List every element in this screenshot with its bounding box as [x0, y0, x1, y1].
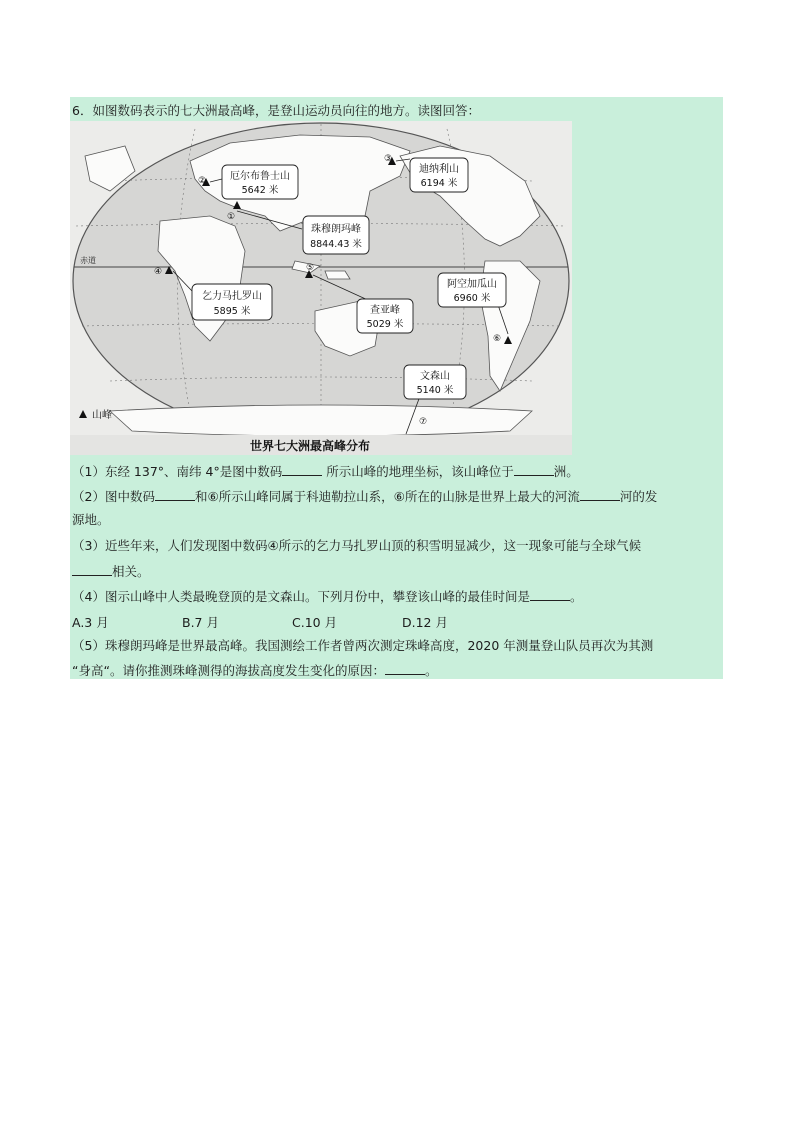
- svg-text:乞力马扎罗山: 乞力马扎罗山: [202, 291, 262, 302]
- svg-text:珠穆朗玛峰: 珠穆朗玛峰: [311, 224, 361, 235]
- peak-label-3: [410, 158, 468, 192]
- question-intro: 6．如图数码表示的七大洲最高峰，是登山运动员向往的地方。读图回答：: [72, 103, 480, 118]
- blank-q2-number: [155, 488, 195, 501]
- option-a: A.3 月: [72, 615, 109, 630]
- svg-text:文森山: 文森山: [420, 371, 450, 382]
- svg-text:5642 米: 5642 米: [241, 185, 279, 196]
- svg-text:查亚峰: 查亚峰: [370, 305, 400, 316]
- peak-num-2: ②: [198, 176, 207, 186]
- svg-text:5029 米: 5029 米: [366, 319, 404, 330]
- svg-text:厄尔布鲁士山: 厄尔布鲁士山: [230, 171, 290, 182]
- option-c: C.10 月: [292, 615, 338, 630]
- blank-q4-month: [530, 588, 570, 601]
- peak-num-3: ③: [384, 154, 393, 164]
- question-4: （4）图示山峰中人类最晚登顶的是文森山。下列月份中，攀登该山峰的最佳时间是 。: [72, 589, 583, 604]
- blank-q1-continent: [514, 463, 554, 476]
- world-map-figure: [70, 121, 572, 455]
- svg-text:5895 米: 5895 米: [213, 306, 251, 317]
- question-2-cont: 源地。: [72, 512, 110, 527]
- map-title: 世界七大洲最高峰分布: [249, 439, 371, 453]
- equator-label: 赤道: [80, 256, 96, 265]
- peak-num-6: ⑥: [493, 334, 502, 344]
- world-map-svg: [70, 121, 572, 455]
- peak-num-5: ⑤: [306, 263, 315, 273]
- svg-text:迪纳利山: 迪纳利山: [419, 164, 459, 175]
- question-box: [70, 97, 723, 679]
- option-d: D.12 月: [402, 615, 448, 630]
- question-3-cont: 相关。: [72, 563, 150, 580]
- question-5-cont: “身高“。请你推测珠峰测得的海拔高度发生变化的原因： 。: [72, 663, 438, 678]
- question-1: （1）东经 137°、南纬 4°是图中数码 所示山峰的地理坐标，该山峰位于 洲。: [72, 464, 579, 479]
- peak-label-5: [357, 299, 413, 333]
- peak-label-1: [303, 216, 369, 254]
- map-legend: [79, 408, 112, 421]
- svg-text:6194 米: 6194 米: [420, 178, 458, 189]
- peak-num-7: ⑦: [419, 417, 428, 427]
- question-2: （2）图中数码 和⑥所示山峰同属于科迪勒拉山系，⑥所在的山脉是世界上最大的河流 河的发: [72, 489, 658, 504]
- blank-q5-reason: [385, 662, 425, 675]
- peak-label-6: [438, 273, 506, 307]
- peak-label-4: [192, 284, 272, 320]
- blank-q1-number: [282, 463, 322, 476]
- svg-text:5140 米: 5140 米: [416, 385, 454, 396]
- svg-text:8844.43 米: 8844.43 米: [310, 239, 362, 250]
- question-3: （3）近些年来，人们发现图中数码④所示的乞力马扎罗山顶的积雪明显减少，这一现象可能与全球气候: [72, 538, 642, 553]
- legend-label: 山峰: [92, 410, 112, 421]
- blank-q2-river: [580, 488, 620, 501]
- peak-label-2: [222, 165, 298, 199]
- svg-text:6960 米: 6960 米: [453, 293, 491, 304]
- question-5: （5）珠穆朗玛峰是世界最高峰。我国测绘工作者曾两次测定珠峰高度，2020 年测量登山队员再次为其测: [72, 638, 654, 653]
- peak-num-1: ①: [227, 212, 236, 222]
- legend-peak-icon: [79, 410, 87, 418]
- peak-label-7: [404, 365, 466, 399]
- option-b: B.7 月: [182, 615, 219, 630]
- blank-q3-climate: [72, 563, 112, 576]
- svg-text:阿空加瓜山: 阿空加瓜山: [447, 279, 497, 290]
- peak-num-4: ④: [154, 267, 163, 277]
